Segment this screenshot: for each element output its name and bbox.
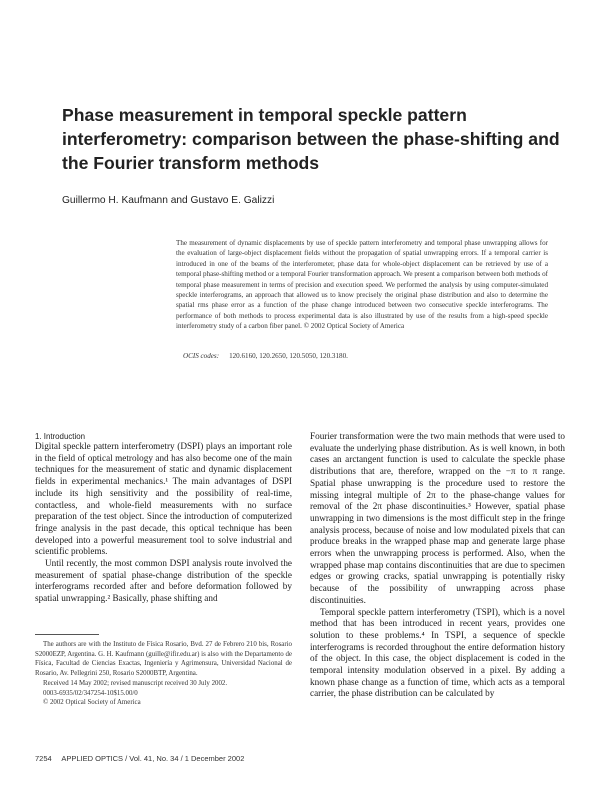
abstract-text: The measurement of dynamic displacements by use of speckle pattern interferometry and temporal phase unwrapping allows for the evaluation of large-object displacement fields without the propagation of spatial unwrapping errors. If a temporal carrier is introduced in one of the beams of the interferometer, phase data for whole-object displacement can be retrieved by use of a temporal phase-shifting method or a temporal Fourier transformation approach. We present a comparison between both methods of temporal phase measurement in terms of precision and execution speed. We performed the analysis by using computer-simulated speckle interferograms, an approach that allowed us to know precisely the original phase distribution and also to determine the spatial rms phase error as a function of the phase change introduced between two consecutive speckle interferograms. The performance of both methods to process experimental data is also illustrated by use of the results from a high-speed speckle interferometry study of a carbon fiber panel. © 2002 Optical Society of America [176,239,548,331]
footnote-divider [35,634,99,635]
footnote-affiliation: The authors are with the Instituto de Física Rosario, Bvd. 27 de Febrero 210 bis, Rosario S2000EZP, Argentina. G. H. Kaufmann (guille@ifir.edu.ar) is also with the Departamento de Física, Facultad de Ciencias Exactas, Ingeniería y Agrimensura, Universidad Nacional de Rosario, Av. Pellegrini 250, Rosario S2000BTP, Argentina. [35,641,292,678]
page-footer [35,754,565,763]
paper-title: Phase measurement in temporal speckle pattern interferometry: comparison between the phase-shifting and the Fourier transform methods [62,105,560,173]
paragraph: Until recently, the most common DSPI analysis route involved the measurement of spatial phase-change distribution of the speckle interferograms recorded after and before deformation followed by spatial unwrapping.² Basically, phase shifting and [35,558,292,604]
left-column [35,441,292,605]
page-number: 7254 [35,754,52,763]
paragraph: Fourier transformation were the two main methods that were used to evaluate the underlying phase distribution. As is well known, in both cases an arctangent function is used to calculate the speckle phase distributions that are, therefore, wrapped on the −π to π range. Spatial phase unwrapping is the procedure used to restore the missing integral multiple of 2π to the phase-change values for removal of the 2π phase discontinuities.³ However, spatial phase unwrapping in two dimensions is the most difficult step in the fringe analysis process, because of noise and low modulated pixels that can produce breaks in the wrapped phase map and generate large phase errors when the unwrapping process is performed. Also, when the wrapped phase map contains discontinuities that are due to specimen edges or growing cracks, spatial unwrapping is potentially risky because of the possibility of unwrapping across phase discontinuities. [310,431,565,605]
abstract [176,238,548,332]
footnote-issn: 0003-6935/02/347254-10$15.00/0 [43,689,138,697]
footnotes [35,640,292,708]
section-heading-introduction: 1. Introduction [35,432,86,441]
footnote-copyright: © 2002 Optical Society of America [43,699,141,707]
author-list: Guillermo H. Kaufmann and Gustavo E. Galizzi [62,195,275,206]
footnote-received: Received 14 May 2002; revised manuscript received 30 July 2002. [43,679,228,687]
paragraph: Temporal speckle pattern interferometry (TSPI), which is a novel method that has been introduced in recent years, provides one solution to these problems.⁴ In TSPI, a sequence of speckle interferograms is recorded throughout the entire deformation history of the object. In this case, the object displacement is coded in the temporal intensity modulation observed in a pixel. By adding a known phase change as a function of time, which acts as a temporal carrier, the phase distribution can be calculated by [310,606,565,699]
ocis-label: OCIS codes: [183,352,220,360]
ocis-code-list: 120.6160, 120.2650, 120.5050, 120.3180. [229,352,348,360]
right-column [310,431,565,700]
journal-citation: APPLIED OPTICS / Vol. 41, No. 34 / 1 December 2002 [61,754,245,763]
ocis-codes [183,352,553,360]
paragraph: Digital speckle pattern interferometry (DSPI) plays an important role in the field of optical metrology and has also become one of the main techniques for the measurement of static and dynamic displacement fields in experimental mechanics.¹ The main advantages of DSPI include its high sensitivity and the possibility of real-time, contactless, and whole-field measurements with no surface preparation of the test object. Since the introduction of computerized fringe analysis in the past decade, this optical technique has been developed into a powerful measurement tool to solve industrial and scientific problems. [35,441,292,557]
